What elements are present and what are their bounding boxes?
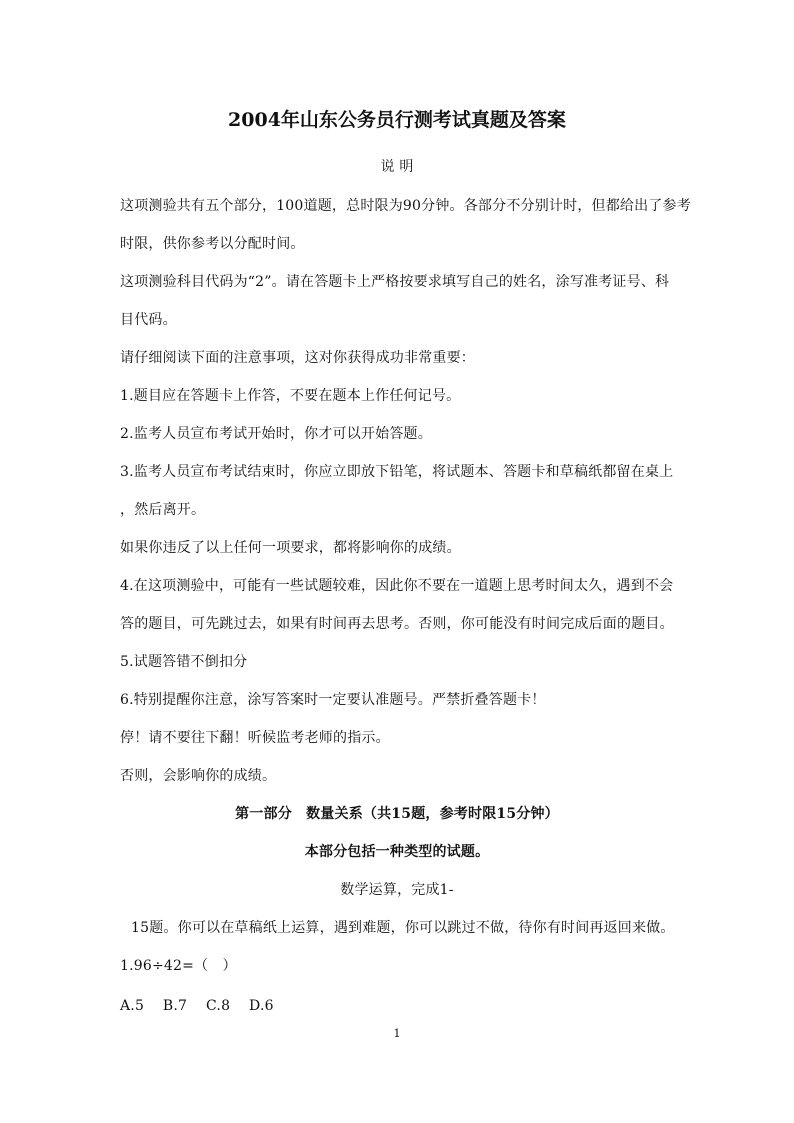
page-number: 1 [393,1027,401,1040]
notice-item-6: 6.特别提醒你注意，涂写答案时一定要认准题号。严禁折叠答题卡！ [120,692,546,708]
notice-item-2: 2.监考人员宣布考试开始时，你才可以开始答题。 [120,426,432,442]
part-intro-continued: 15题。你可以在草稿纸上运算，遇到难题，你可以跳过不做，待你有时间再返回来做。 [131,920,675,936]
document-title: 2004年山东公务员行测考试真题及答案 [228,109,566,131]
question-options: A.5 B.7 C.8 D.6 [120,998,274,1014]
paragraph-line: 请仔细阅读下面的注意事项，这对你获得成功非常重要： [120,350,475,366]
paragraph-line: ，然后离开。 [120,502,206,518]
notice-item-3: 3.监考人员宣布考试结束时，你应立即放下铅笔，将试题本、答题卡和草稿纸都留在桌上 [120,464,674,480]
notice-item-1: 1.题目应在答题卡上作答，不要在题本上作任何记号。 [120,388,461,404]
part-intro: 数学运算，完成1- [340,882,454,898]
notice-item-4: 4.在这项测验中，可能有一些试题较难，因此你不要在一道题上思考时间太久，遇到不会 [120,578,674,594]
part-subheading: 本部分包括一种类型的试题。 [304,844,490,860]
paragraph-line: 如果你违反了以上任何一项要求，都将影响你的成绩。 [120,540,461,556]
section-heading: 说 明 [380,159,414,175]
paragraph-line: 这项测验共有五个部分，100道题，总时限为90分钟。各部分不分别计时，但都给出了参考 [120,198,691,214]
notice-item-5: 5.试题答错不倒扣分 [120,654,248,670]
question-stem: 1.96÷42=（ ） [120,958,237,974]
stop-notice: 停！请不要往下翻！听候监考老师的指示。 [120,730,390,746]
paragraph-line: 时限，供你参考以分配时间。 [120,236,305,252]
paragraph-line: 目代码。 [120,312,177,328]
paragraph-line: 这项测验科目代码为“2”。请在答题卡上严格按要求填写自己的姓名，涂写准考证号、科 [120,274,670,290]
paragraph-line: 否则，会影响你的成绩。 [120,768,277,784]
part-heading: 第一部分 数量关系（共15题，参考时限15分钟） [235,806,559,822]
paragraph-line: 答的题目，可先跳过去，如果有时间再去思考。否则，你可能没有时间完成后面的题目。 [120,616,674,632]
